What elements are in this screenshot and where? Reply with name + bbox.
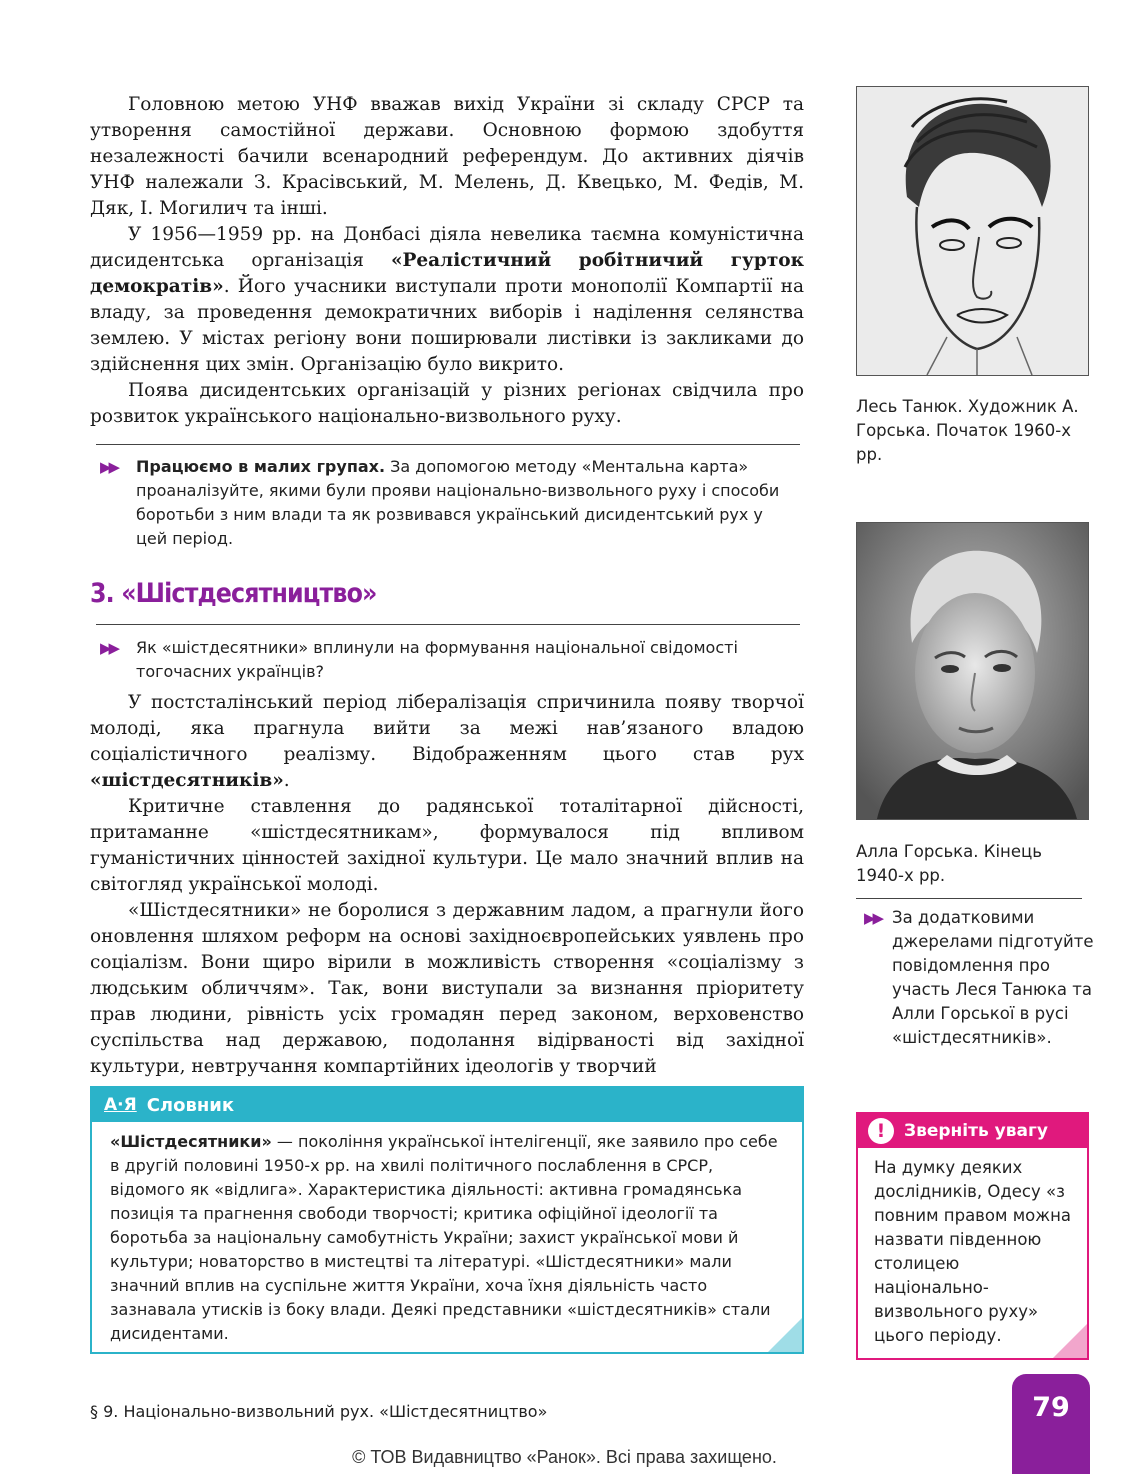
paragraph-goals: «Шістдесятники» не боролися з державним ладом, а прагнули його оновлення шляхом реформ на основі західноєвропейських уявлень про соціалізм. Вони щиро вірили в можливість створення «соціалізму з людським обличчям». Так, вони виступали за визнання пріоритету прав людини, рівність усіх громадян перед законом, верховенство суспільства над державою, подолання відірваності від західної культури, невтручання компартійних ідеологів у творчий [90, 900, 804, 1077]
divider [96, 444, 800, 445]
term-bold: «шістдесятників» [90, 770, 284, 791]
double-arrow-icon: ▶▶ [100, 458, 118, 476]
double-arrow-icon: ▶▶ [100, 639, 118, 657]
page-number: 79 [1012, 1374, 1090, 1474]
glossary-definition: «Шістдесятники» — покоління української інтелігенції, яке заявило про себе в другій половині 1950-х рр. на хвилі політичного послаблення в СРСР, відомого як «відлига». Характеристика діяльності: активна громадянська позиція та прагнення свободи творчості; критика офіційної ідеології та боротьба за національну самобутність України; захист української мови й культури; новаторство в мистецтві та літературі. «Шістдесятники» мали значний вплив на суспільне життя України, хоча їхня діяльність часто зазнавала утисків із боку влади. Деякі представники «шістдесятників» стали дисидентами. [110, 1132, 778, 1343]
paragraph-conclusion: Поява дисидентських організацій у різних регіонах свідчила про розвиток українського національно-визвольного руху. [90, 380, 804, 427]
paragraph-liberalization: У постсталінський період лібералізація спричинила появу творчої молоді, яка прагнула вийти за межі нав’язаного владою соціалістичного реалізму. Відображенням цього став рух «шістдесятників». [90, 692, 804, 791]
org-name: «Реалістичний робітничий гурток демократів» [90, 250, 804, 297]
portrait-sketch-tanyuk [856, 86, 1089, 376]
photo1-caption: Лесь Танюк. Художник А. Горська. Початок 1960-х рр. [856, 397, 1079, 464]
group-task [100, 455, 780, 551]
paragraph-donbas: У 1956—1959 рр. на Донбасі діяла невелика таємна комуністична дисидентська організація «Реалістичний робітничий гурток демократів». Його учасники виступали проти монополії Компартії на владу, за проведення демократичних виборів і наділення селянства землею. У містах регіону вони поширювали листівки із закликами до здійснення цих змін. Організацію було викрито. [90, 224, 804, 375]
exclamation-icon: ! [868, 1118, 894, 1144]
task-text: За допомогою методу «Ментальна карта» проаналізуйте, якими були прояви національно-визвольного руху і способи боротьби з ним влади та як розвивався український дисидентський рух у цей період. [136, 457, 780, 548]
attention-text: На думку деяких дослідників, Одесу «з повним правом можна назвати південною столицею національно-визвольного руху» цього періоду. [874, 1158, 1072, 1345]
divider [96, 624, 800, 625]
task-label: Працюємо в малих групах. [136, 457, 386, 476]
glossary-box [90, 1086, 804, 1354]
footer-section-reference: § 9. Національно-визвольний рух. «Шістдесятництво» [90, 1402, 548, 1421]
attention-title: Зверніть увагу [904, 1121, 1048, 1141]
section-text [90, 690, 804, 1080]
divider [856, 898, 1082, 899]
copyright-notice: © ТОВ Видавництво «Ранок». Всі права захищено. [352, 1447, 777, 1467]
section-title: 3. «Шістдесятництво» [90, 578, 377, 609]
question-text: Як «шістдесятники» вплинули на формування національної свідомості тогочасних українців? [136, 638, 738, 681]
side-task [864, 906, 1094, 1056]
photo-image [857, 523, 1088, 819]
glossary-header [92, 1088, 802, 1122]
double-arrow-icon: ▶▶ [864, 909, 882, 927]
glossary-title: Словник [146, 1094, 235, 1116]
section-question [100, 636, 780, 684]
photo2-caption: Алла Горська. Кінець 1940-х рр. [856, 842, 1042, 885]
attention-box [856, 1112, 1089, 1360]
intro-text [90, 92, 804, 430]
sketch-image [857, 87, 1088, 375]
attention-header [858, 1114, 1087, 1148]
paragraph-critical: Критичне ставлення до радянської тоталітарної дійсності, притаманне «шістдесятникам», формувалося під впливом гуманістичних цінностей західної культури. Це мало значний вплив на світогляд української молоді. [90, 796, 804, 895]
glossary-term: «Шістдесятники» [110, 1132, 272, 1151]
side-task-text: За додатковими джерелами підготуйте повідомлення про участь Леся Танюка та Алли Горської в русі «шістдесятників». [892, 908, 1094, 1047]
dictionary-icon: А·Я [104, 1095, 137, 1115]
portrait-photo-horska [856, 522, 1089, 820]
corner-triangle-icon [1053, 1324, 1087, 1358]
corner-triangle-icon [768, 1318, 802, 1352]
paragraph-unf-goal: Головною метою УНФ вважав вихід України зі складу СРСР та утворення самостійної держави. Основною формою здобуття незалежності бачили всенародний референдум. До активних діячів УНФ належали З. Красівський, М. Мелень, Д. Квецько, М. Федів, М. Дяк, І. Могилич та інші. [90, 94, 804, 219]
